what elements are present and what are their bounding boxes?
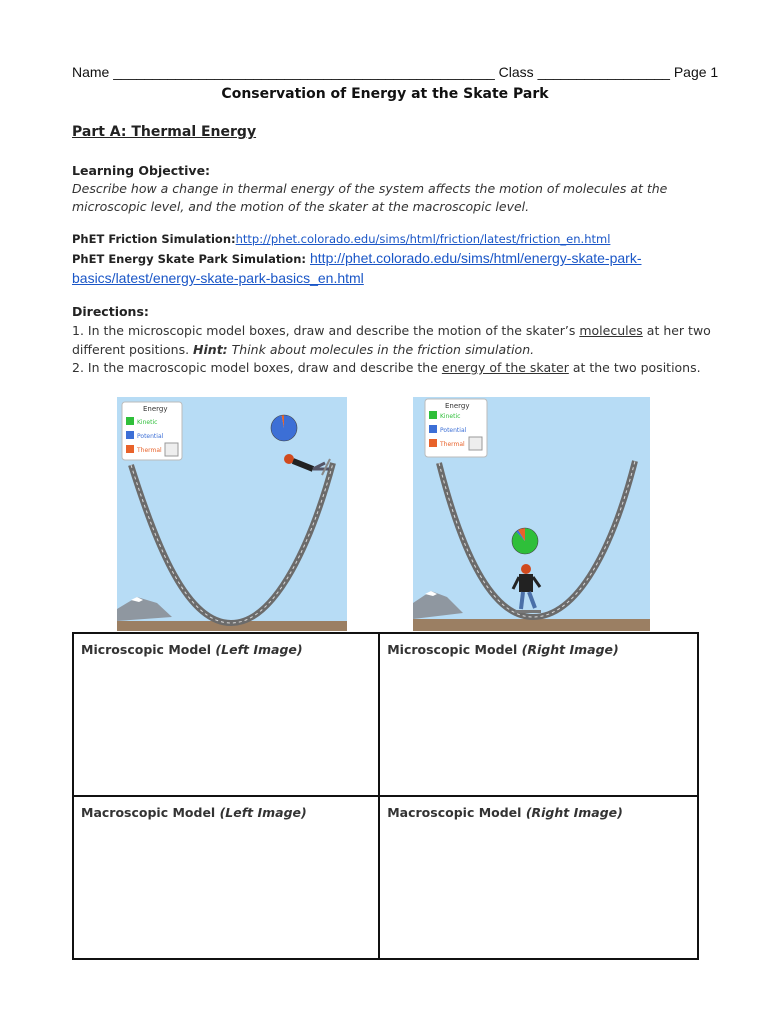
potential-swatch <box>429 425 437 433</box>
class-label: Class <box>498 64 534 80</box>
left-sim-svg <box>117 397 347 631</box>
micro-left-cell[interactable]: Microscopic Model (Left Image) <box>73 633 379 796</box>
legend-potential: Potential <box>440 427 467 434</box>
legend-title: Energy <box>445 402 470 410</box>
skate-link-row2 <box>72 268 364 287</box>
kinetic-swatch <box>126 417 134 425</box>
name-blank[interactable]: _________________________________________________ <box>113 64 495 80</box>
legend-thermal: Thermal <box>440 441 465 448</box>
legend-thermal: Thermal <box>137 447 162 454</box>
skate-link-line1[interactable]: http://phet.colorado.edu/sims/html/energy-skate-park- <box>310 250 642 266</box>
learning-objective-heading: Learning Objective: <box>72 163 211 178</box>
potential-swatch <box>126 431 134 439</box>
right-sim-svg <box>413 397 650 631</box>
macro-left-cell[interactable]: Macroscopic Model (Left Image) <box>73 796 379 959</box>
header-line <box>72 64 719 80</box>
directions-heading: Directions: <box>72 304 149 319</box>
friction-link-row <box>72 232 610 246</box>
part-a-heading: Part A: Thermal Energy <box>72 124 257 140</box>
page-label: Page 1 <box>673 64 719 80</box>
skate-label: PhET Energy Skate Park Simulation: <box>72 252 306 266</box>
right-energy-pie <box>512 528 538 554</box>
page-title: Conservation of Energy at the Skate Park <box>221 86 549 102</box>
thermal-swatch <box>429 439 437 447</box>
kinetic-swatch <box>429 411 437 419</box>
friction-link[interactable]: http://phet.colorado.edu/sims/html/friction/latest/friction_en.html <box>235 232 611 246</box>
directions-text: 1. In the microscopic model boxes, draw and describe the motion of the skater’s molecules at her two different positions. Hint: Think about molecules in the friction simulation. 2. In the macroscopic model boxes, draw and describe the energy of the skater at the two positions. <box>72 323 711 375</box>
friction-label: PhET Friction Simulation: <box>72 232 236 246</box>
model-table <box>72 632 699 960</box>
ground <box>413 619 650 631</box>
left-energy-pie <box>271 415 297 441</box>
legend-kinetic: Kinetic <box>440 413 461 420</box>
name-label: Name <box>72 64 110 80</box>
legend-kinetic: Kinetic <box>137 419 158 426</box>
trash-icon[interactable] <box>165 443 178 456</box>
skate-link-line2[interactable]: basics/latest/energy-skate-park-basics_en.html <box>72 270 364 286</box>
skate-link-row <box>72 250 642 266</box>
macro-right-cell[interactable]: Macroscopic Model (Right Image) <box>379 796 698 959</box>
micro-right-cell[interactable]: Microscopic Model (Right Image) <box>379 633 698 796</box>
left-sim-image <box>117 397 347 631</box>
legend-title: Energy <box>143 405 168 413</box>
thermal-swatch <box>126 445 134 453</box>
trash-icon[interactable] <box>469 437 482 450</box>
class-blank[interactable]: _________________ <box>537 64 670 80</box>
right-sim-image <box>413 397 650 631</box>
learning-objective-text: Describe how a change in thermal energy of the system affects the motion of molecules at the microscopic level, and the motion of the skater at the macroscopic level. <box>72 181 668 214</box>
legend-potential: Potential <box>137 433 164 440</box>
